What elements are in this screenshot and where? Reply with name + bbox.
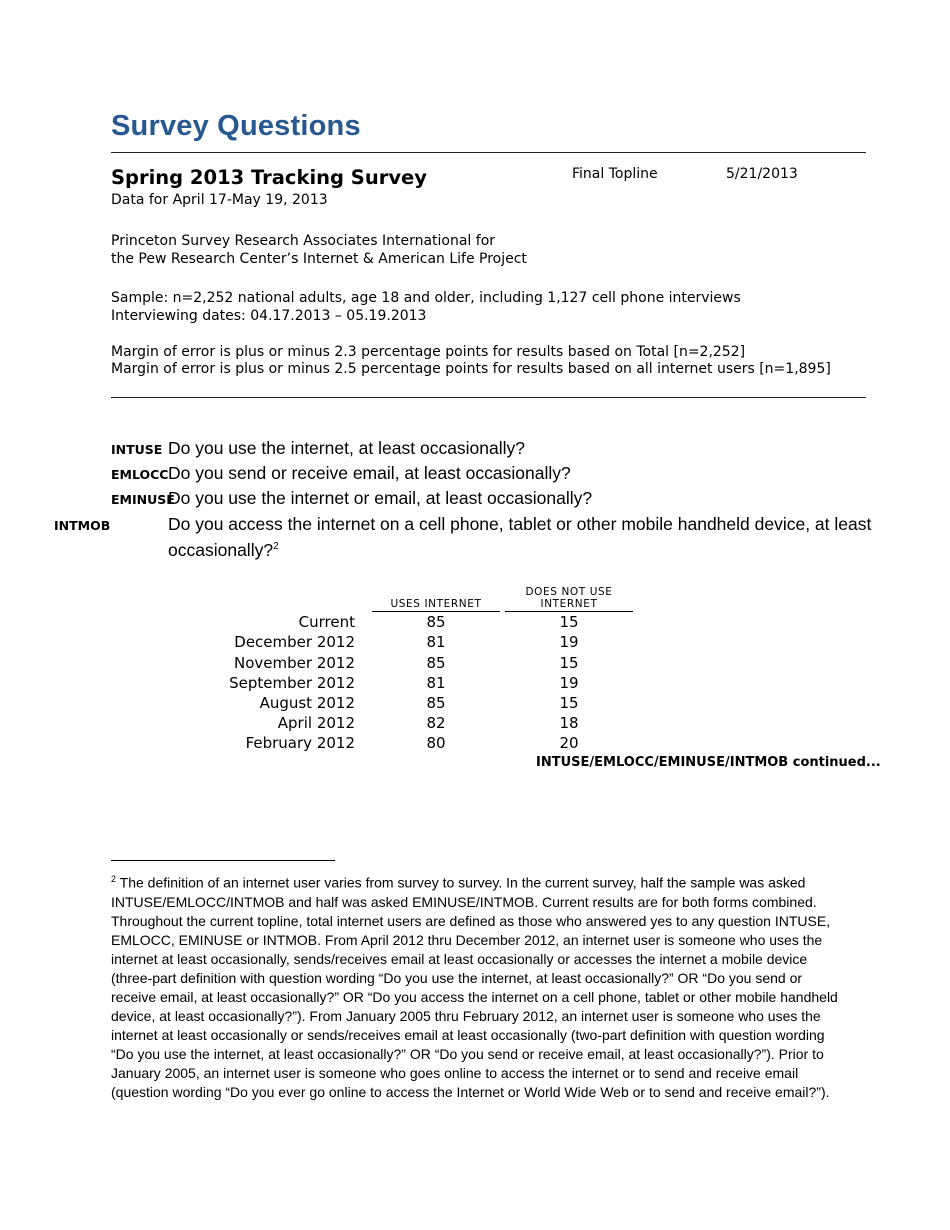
- sample-info: Sample: n=2,252 national adults, age 18 and older, including 1,127 cell phone interviews: [111, 290, 741, 306]
- title-divider: [111, 152, 866, 153]
- footnote: [111, 870, 841, 1102]
- topline-label: Final Topline: [572, 166, 658, 182]
- footnote-text: The definition of an internet user varies from survey to survey. In the current survey, half the sample was asked INTUSE/EMLOCC/INTMOB and half was asked EMINUSE/INTMOB. Current results are for both forms combined. Throughout the current topline, total internet users are defined as those who answered yes to any question INTUSE, EMLOCC, EMINUSE or INTMOB. From April 2012 thru December 2012, an internet user is someone who uses the internet at least occasionally, sends/receives email at least occasionally or accesses the internet a mobile device (three-part definition with question wording “Do you use the internet, at least occasionally?” OR “Do you send or receive email, at least occasionally?” OR “Do you access the internet on a cell phone, tablet or other mobile handheld device, at least occasionally?”). From January 2005 thru February 2012, an internet user is someone who uses the internet at least occasionally or sends/receives email at least occasionally (two-part definition with question wording “Do you use the internet, at least occasionally?” OR “Do you send or receive email, at least occasionally?”). Prior to January 2005, an internet user is someone who goes online to access the internet or to send and receive email (question wording “Do you ever go online to access the Internet or World Wide Web or to send and receive email?”).: [111, 874, 838, 1100]
- cell-uses: 85: [426, 694, 446, 712]
- row-label: Current: [298, 613, 355, 631]
- column-underline: [372, 611, 500, 612]
- row-label: April 2012: [277, 714, 355, 732]
- cell-uses: 80: [426, 734, 446, 752]
- question-code: INTMOB: [54, 518, 111, 533]
- cell-uses: 81: [426, 633, 446, 651]
- topline-date: 5/21/2013: [726, 166, 798, 182]
- interview-dates: Interviewing dates: 04.17.2013 – 05.19.2013: [111, 308, 427, 324]
- org-line-1: Princeton Survey Research Associates International for: [111, 233, 496, 249]
- cell-uses: 81: [426, 674, 446, 692]
- row-label: September 2012: [229, 674, 355, 692]
- continued-note: INTUSE/EMLOCC/EMINUSE/INTMOB continued...: [536, 755, 881, 770]
- org-line-2: the Pew Research Center’s Internet & American Life Project: [111, 251, 527, 267]
- page-title: Survey Questions: [111, 110, 361, 142]
- cell-uses: 85: [426, 654, 446, 672]
- row-label: February 2012: [245, 734, 355, 752]
- question-emlocc: [111, 463, 831, 485]
- footnote-ref: 2: [273, 541, 279, 552]
- question-code: EMLOCC: [111, 467, 169, 482]
- question-code: INTUSE: [111, 442, 163, 457]
- question-code: EMINUSE: [111, 492, 175, 507]
- footnote-divider: [111, 860, 335, 861]
- question-eminuse: [111, 488, 831, 510]
- question-text: Do you use the internet, at least occasionally?: [168, 438, 526, 458]
- survey-title: Spring 2013 Tracking Survey: [111, 166, 427, 189]
- cell-uses: 82: [426, 714, 446, 732]
- margin-of-error-internet: Margin of error is plus or minus 2.5 percentage points for results based on all internet users [n=1,895]: [111, 361, 831, 377]
- cell-uses: 85: [426, 613, 446, 631]
- info-divider: [111, 397, 866, 398]
- cell-not-uses: 20: [559, 734, 579, 752]
- column-header-uses-internet: USES INTERNET: [390, 598, 482, 610]
- question-intuse: [111, 438, 831, 460]
- column-header-not-use-internet: DOES NOT USE INTERNET: [525, 586, 613, 610]
- row-label: November 2012: [234, 654, 355, 672]
- cell-not-uses: 15: [559, 654, 579, 672]
- cell-not-uses: 19: [559, 633, 579, 651]
- footnote-number: 2: [111, 874, 117, 884]
- row-label: December 2012: [234, 633, 355, 651]
- question-text: Do you access the internet on a cell phone, tablet or other mobile handheld device, at least occasionally?: [168, 514, 872, 560]
- cell-not-uses: 18: [559, 714, 579, 732]
- question-text: Do you use the internet or email, at least occasionally?: [168, 488, 593, 508]
- data-range: Data for April 17-May 19, 2013: [111, 192, 328, 208]
- column-underline: [505, 611, 633, 612]
- row-label: August 2012: [259, 694, 355, 712]
- cell-not-uses: 15: [559, 613, 579, 631]
- cell-not-uses: 15: [559, 694, 579, 712]
- question-text: Do you send or receive email, at least occasionally?: [168, 463, 571, 483]
- question-intmob: [54, 514, 888, 561]
- cell-not-uses: 19: [559, 674, 579, 692]
- margin-of-error-total: Margin of error is plus or minus 2.3 percentage points for results based on Total [n=2,252]: [111, 344, 746, 360]
